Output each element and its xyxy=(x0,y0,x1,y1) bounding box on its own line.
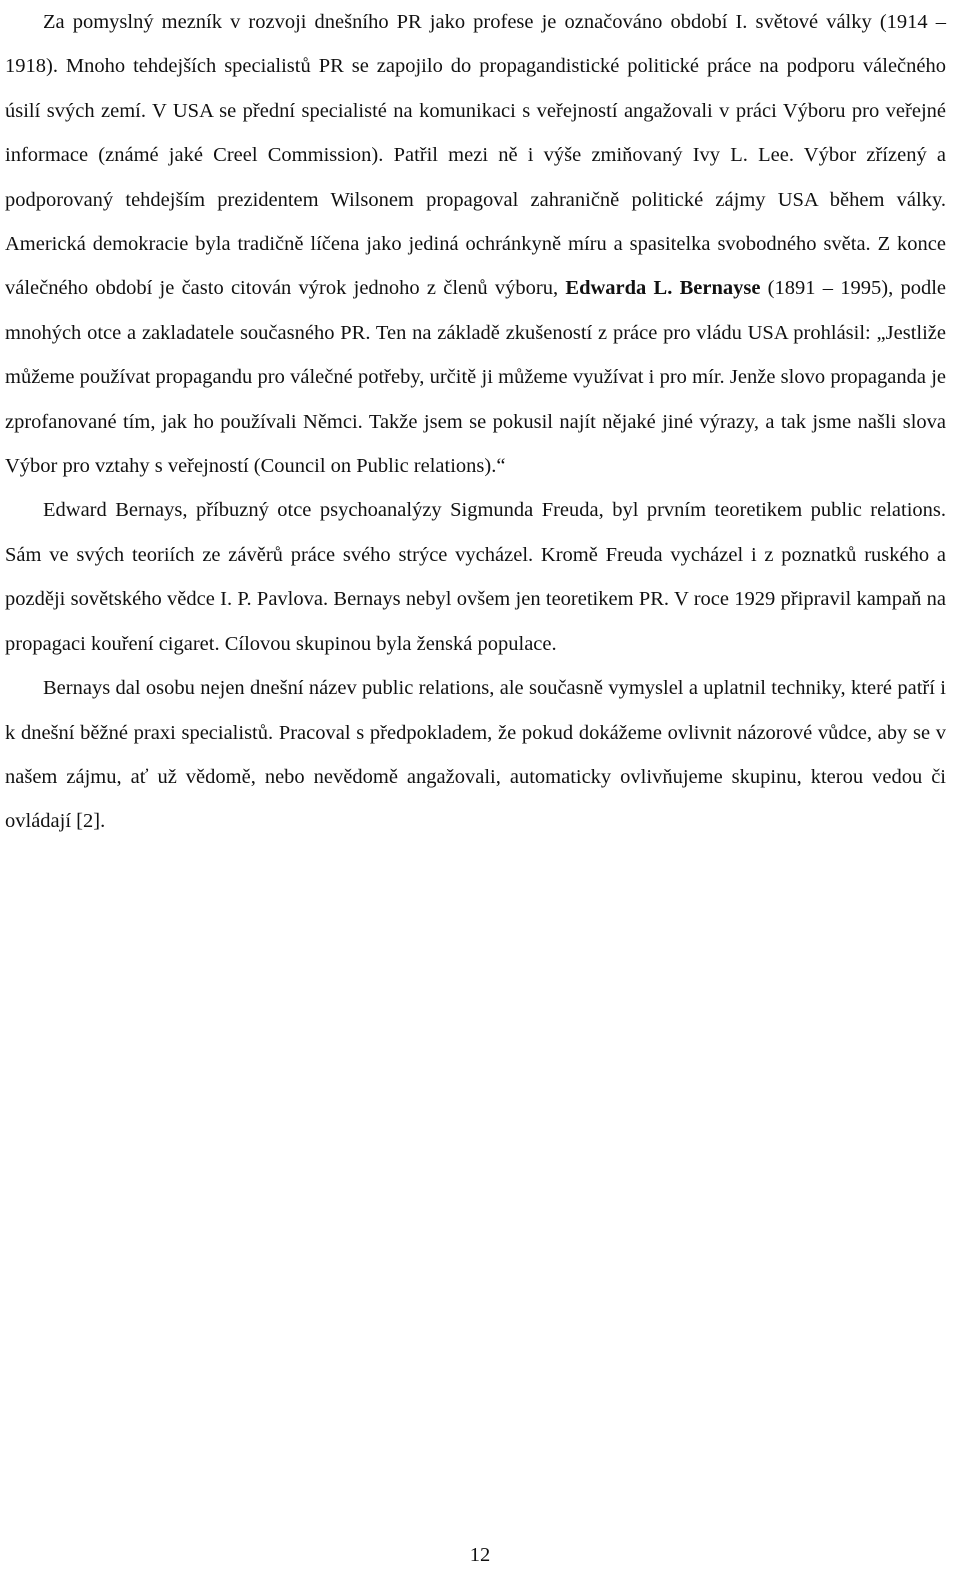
paragraph-1-text-b: (1891 – 1995), podle mnohých otce a zakladatele současného PR. Ten na základě zkušeností z práce pro vládu USA prohlásil: „Jestliže můžeme používat propagandu pro válečné potřeby, určitě ji můžeme využívat i pro mír. Jenže slovo propaganda je zprofanované tím, jak ho používali Němci. Takže jsem se pokusil najít nějaké jiné výrazy, a tak jsme našli slova Výbor pro vztahy s veřejností (Council on Public relations).“ xyxy=(5,277,947,478)
bold-name-edward-bernays: Edwarda L. Bernayse xyxy=(565,277,761,300)
paragraph-1-text-a: Za pomyslný mezník v rozvoji dnešního PR jako profese je označováno období I. světové války (1914 – 1918). Mnoho tehdejších specialistů PR se zapojilo do propagandistické politické práce na podporu válečného úsilí svých zemí. V USA se přední specialisté na komunikaci s veřejností angažovali v práci Výboru pro veřejné informace (známé jaké Creel Commission). Patřil mezi ně i výše zmiňovaný Ivy L. Lee. Výbor zřízený a podporovaný tehdejším prezidentem Wilsonem propagoval zahraničně politické zájmy USA během války. Americká demokracie byla tradičně líčena jako jediná ochránkyně míru a spasitelka svobodného světa. Z konce válečného období je často citován výrok jednoho z členů výboru, xyxy=(5,11,946,300)
paragraph-bernays-theory: Edward Bernays, příbuzný otce psychoanalýzy Sigmunda Freuda, byl prvním teoretikem public relations. Sám ve svých teoriích ze závěrů práce svého strýce vycházel. Kromě Freuda vycházel i z poznatků ruského a později sovětského vědce I. P. Pavlova. Bernays nebyl ovšem jen teoretikem PR. V roce 1929 připravil kampaň na propagaci kouření cigaret. Cílovou skupinou byla ženská populace. xyxy=(5,499,946,655)
paragraph-creel-commission xyxy=(5,0,946,488)
document-page xyxy=(5,0,946,844)
page-number: 12 xyxy=(469,1544,491,1566)
paragraph-bernays-techniques: Bernays dal osobu nejen dnešní název public relations, ale současně vymyslel a uplatnil techniky, které patří i k dnešní běžné praxi specialistů. Pracoval s předpokladem, že pokud dokážeme ovlivnit názorové vůdce, aby se v našem zájmu, ať už vědomě, nebo nevědomě angažovali, automaticky ovlivňujeme skupinu, kterou vedou či ovládají [2]. xyxy=(5,677,946,833)
